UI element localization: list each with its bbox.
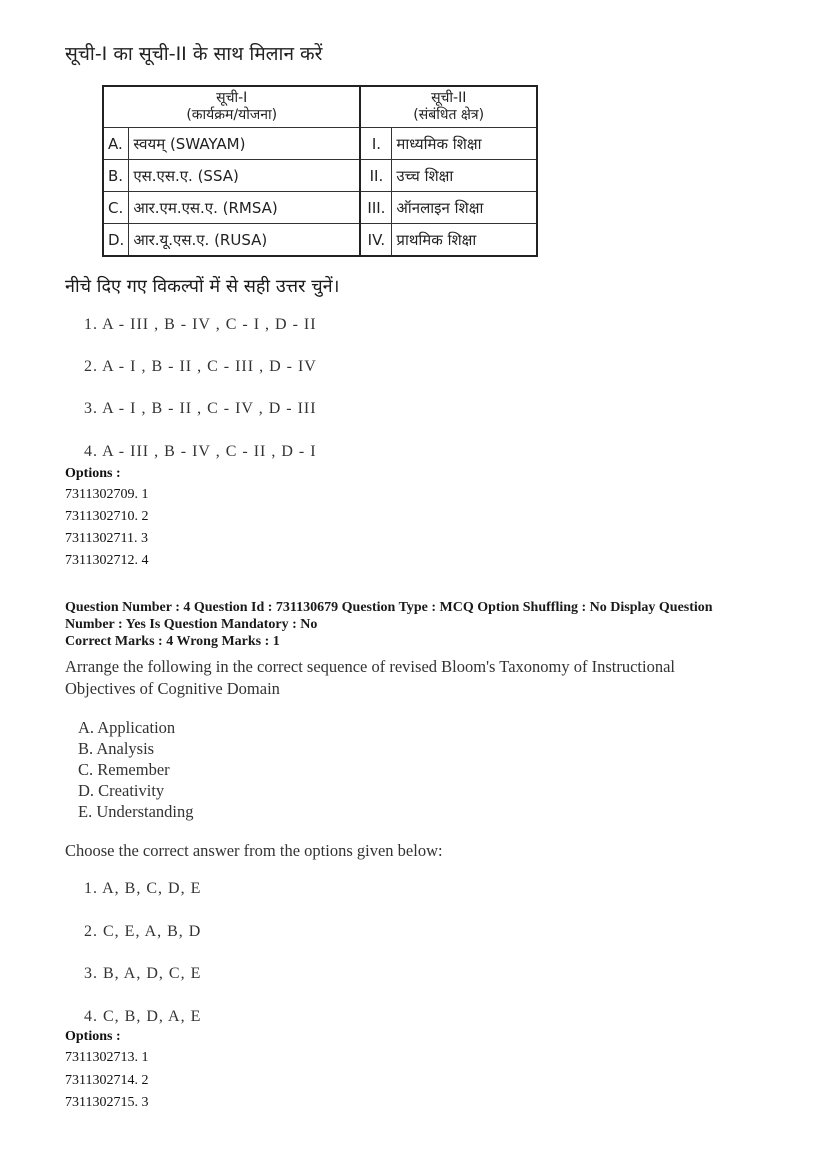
q4-question-line: Objectives of Cognitive Domain — [65, 679, 280, 698]
q4-choice-4: 4. C, B, D, A, E — [84, 1008, 202, 1025]
list2-header — [360, 86, 537, 128]
row-right-cell: ऑनलाइन शिक्षा — [392, 192, 537, 224]
list-item: E. Understanding — [78, 802, 194, 821]
q3-heading: सूची-I का सूची-II के साथ मिलान करें — [65, 43, 323, 65]
q4-option-1: 7311302713. 1 — [65, 1050, 149, 1065]
q4-options-label: Options : — [65, 1029, 121, 1044]
q4-choice-3: 3. B, A, D, C, E — [84, 965, 202, 982]
table-row — [103, 192, 537, 224]
q4-meta-line: Question Number : 4 Question Id : 731130679 Question Type : MCQ Option Shuffling : No Display Question — [65, 600, 713, 615]
q3-option-2: 7311302710. 2 — [65, 509, 149, 524]
list1-title: सूची-I — [216, 90, 248, 106]
table-row — [103, 160, 537, 192]
list-item: C. Remember — [78, 760, 170, 779]
row-right-cell: प्राथमिक शिक्षा — [392, 224, 537, 257]
q4-instruction: Choose the correct answer from the options given below: — [65, 841, 443, 860]
row-key-left: A. — [103, 128, 129, 160]
list-item: A. Application — [78, 718, 176, 737]
list-item: B. Analysis — [78, 739, 155, 758]
q4-choice-1: 1. A, B, C, D, E — [84, 880, 202, 897]
row-key-right: IV. — [360, 224, 392, 257]
list1-header — [103, 86, 360, 128]
q4-meta-line: Number : Yes Is Question Mandatory : No — [65, 617, 318, 632]
list2-subtitle: (संबंधित क्षेत्र) — [413, 107, 485, 123]
row-left-cell: आर.एम.एस.ए. (RMSA) — [129, 192, 361, 224]
q4-choice-2: 2. C, E, A, B, D — [84, 923, 202, 940]
q4-option-3: 7311302715. 3 — [65, 1095, 149, 1110]
row-key-left: C. — [103, 192, 129, 224]
q3-option-4: 7311302712. 4 — [65, 553, 149, 568]
q3-choice-4: 4. A - III , B - IV , C - II , D - I — [84, 443, 317, 460]
table-row — [103, 224, 537, 257]
match-table — [102, 85, 538, 257]
q3-options-label: Options : — [65, 466, 121, 481]
q3-instruction: नीचे दिए गए विकल्पों में से सही उत्तर चुनें। — [65, 276, 340, 297]
q4-question-text — [65, 656, 765, 700]
row-key-right: III. — [360, 192, 392, 224]
list2-title: सूची-II — [431, 90, 467, 106]
row-right-cell: उच्च शिक्षा — [392, 160, 537, 192]
row-left-cell: एस.एस.ए. (SSA) — [129, 160, 361, 192]
q3-choice-2: 2. A - I , B - II , C - III , D - IV — [84, 358, 317, 375]
row-left-cell: स्वयम् (SWAYAM) — [129, 128, 361, 160]
q4-question-line: Arrange the following in the correct sequence of revised Bloom's Taxonomy of Instructional — [65, 657, 676, 676]
q4-marks-line: Correct Marks : 4 Wrong Marks : 1 — [65, 634, 280, 649]
q4-option-2: 7311302714. 2 — [65, 1073, 149, 1088]
table-row — [103, 128, 537, 160]
row-key-right: I. — [360, 128, 392, 160]
q4-item-list — [78, 717, 193, 822]
row-key-right: II. — [360, 160, 392, 192]
q3-option-3: 7311302711. 3 — [65, 531, 148, 546]
row-left-cell: आर.यू.एस.ए. (RUSA) — [129, 224, 361, 257]
q3-choice-1: 1. A - III , B - IV , C - I , D - II — [84, 316, 317, 333]
q4-meta — [65, 599, 765, 650]
list-item: D. Creativity — [78, 781, 165, 800]
q3-choice-3: 3. A - I , B - II , C - IV , D - III — [84, 400, 317, 417]
list1-subtitle: (कार्यक्रम/योजना) — [186, 107, 278, 123]
q3-option-1: 7311302709. 1 — [65, 487, 149, 502]
row-key-left: B. — [103, 160, 129, 192]
row-right-cell: माध्यमिक शिक्षा — [392, 128, 537, 160]
row-key-left: D. — [103, 224, 129, 257]
